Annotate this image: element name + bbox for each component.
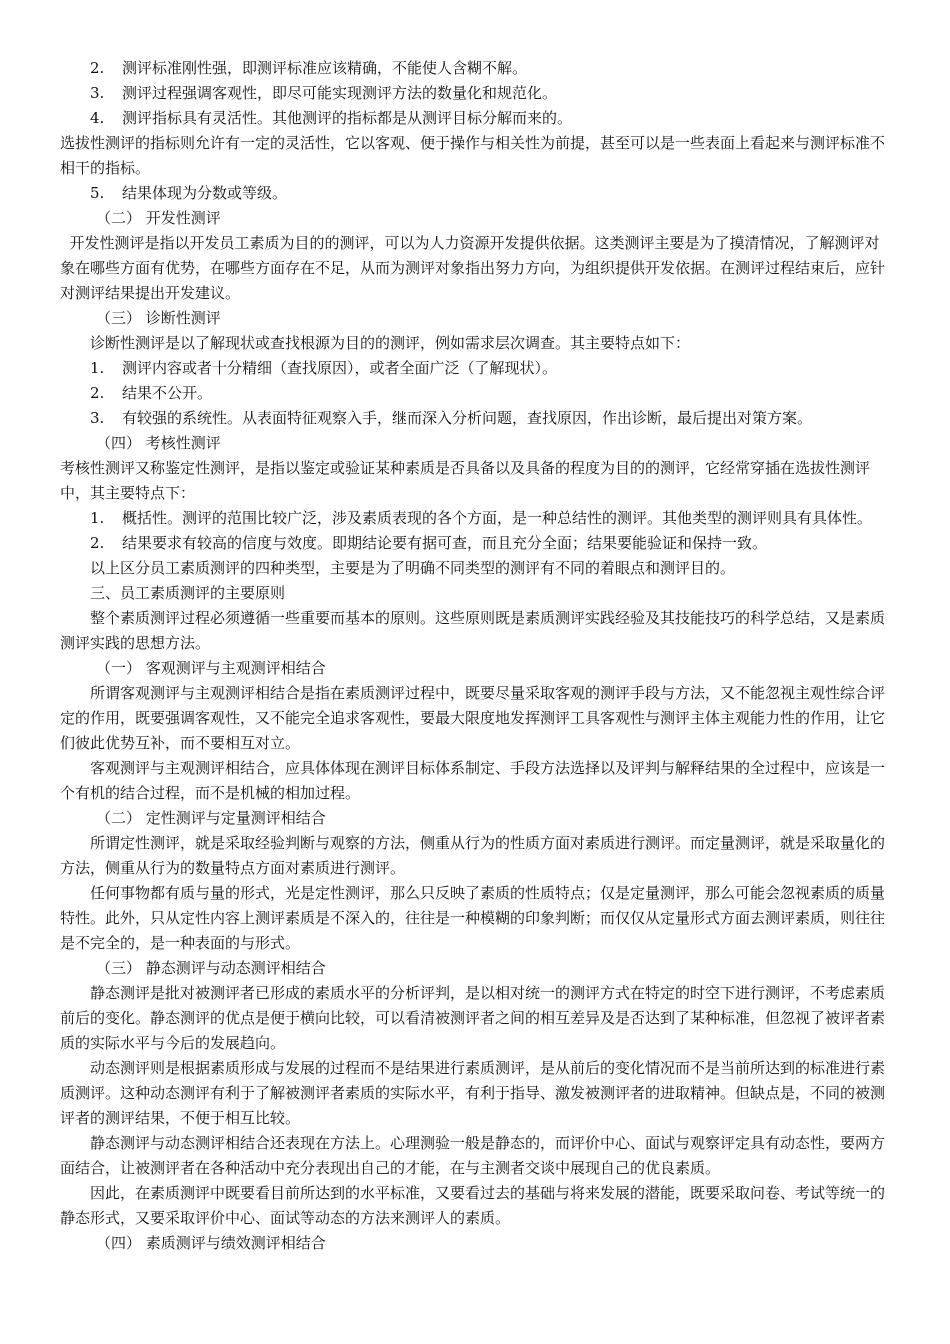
list-item [60, 56, 892, 81]
list-item [60, 406, 892, 431]
list-text: 有较强的系统性。从表面特征观察入手，继而深入分析问题，查找原因，作出诊断，最后提出对策方案。 [122, 409, 813, 427]
paragraph: 以上区分员工素质测评的四种类型，主要是为了明确不同类型的测评有不同的着眼点和测评目的。 [90, 559, 736, 577]
paragraph: 整个素质测评过程必须遵循一些重要而基本的原则。这些原则既是素质测评实践经验及其技能技巧的科学总结，又是素质测评实践的思想方法。 [60, 609, 886, 652]
list-number: 2. [90, 534, 105, 552]
list-number: 5. [90, 184, 105, 202]
subsection-heading: （二） 定性测评与定量测评相结合 [96, 809, 326, 827]
list-number: 1. [90, 359, 105, 377]
paragraph: 开发性测评是指以开发员工素质为目的的测评，可以为人力资源开发提供依据。这类测评主要是为了摸清情况，了解测评对象在哪些方面有优势，在哪些方面存在不足，从而为测评对象指出努力方向，为组织提供开发依据。在测评过程结束后，应针对测评结果提出开发建议。 [60, 234, 886, 302]
paragraph: 静态测评与动态测评相结合还表现在方法上。心理测验一般是静态的，而评价中心、面试与观察评定具有动态性，要两方面结合，让被测评者在各种活动中充分表现出自己的才能，在与主测者交谈中展现自己的优良素质。 [60, 1134, 886, 1177]
paragraph: 所谓客观测评与主观测评相结合是指在素质测评过程中，既要尽量采取客观的测评手段与方法，又不能忽视主观性综合评定的作用，既要强调客观性，又不能完全追求客观性，要最大限度地发挥测评工具客观性与测评主体主观能力性的作用，让它们彼此优势互补，而不要相互对立。 [60, 684, 886, 752]
subsection-heading: （四） 素质测评与绩效测评相结合 [96, 1234, 326, 1252]
list-item [60, 181, 892, 206]
paragraph: 动态测评则是根据素质形成与发展的过程而不是结果进行素质测评，是从前后的变化情况而不是当前所达到的标准进行素质测评。这种动态测评有利于了解被测评者素质的实际水平，有利于指导、激发被测评者的进取精神。但缺点是，不同的被测评者的测评结果，不便于相互比较。 [60, 1059, 886, 1127]
list-number: 4. [90, 109, 105, 127]
list-number: 1. [90, 509, 105, 527]
list-number: 2. [90, 59, 105, 77]
subsection-heading: （四） 考核性测评 [96, 434, 221, 452]
paragraph: 考核性测评又称鉴定性测评，是指以鉴定或验证某种素质是否具备以及具备的程度为目的的测评，它经常穿插在选拔性测评中，其主要特点下： [60, 459, 871, 502]
list-text: 测评指标具有灵活性。其他测评的指标都是从测评目标分解而来的。 [122, 109, 573, 127]
paragraph: 任何事物都有质与量的形式，光是定性测评，那么只反映了素质的性质特点；仅是定量测评，那么可能会忽视素质的质量特性。此外，只从定性内容上测评素质是不深入的，往往是一种模糊的印象判断；而仅仅从定量形式方面去测评素质，则往往是不完全的，是一种表面的与形式。 [60, 884, 886, 952]
subsection-heading: （二） 开发性测评 [96, 209, 221, 227]
paragraph: 客观测评与主观测评相结合，应具体体现在测评目标体系制定、手段方法选择以及评判与解释结果的全过程中，应该是一个有机的结合过程，而不是机械的相加过程。 [60, 759, 886, 802]
list-number: 2. [90, 384, 105, 402]
list-text: 结果体现为分数或等级。 [122, 184, 288, 202]
subsection-heading: （三） 静态测评与动态测评相结合 [96, 959, 326, 977]
list-text: 概括性。测评的范围比较广泛，涉及素质表现的各个方面，是一种总结性的测评。其他类型的测评则具有具体性。 [122, 509, 873, 527]
paragraph: 所谓定性测评，就是采取经验判断与观察的方法，侧重从行为的性质方面对素质进行测评。而定量测评，就是采取量化的方法，侧重从行为的数量特点方面对素质进行测评。 [60, 834, 886, 877]
paragraph: 静态测评是批对被测评者已形成的素质水平的分析评判，是以相对统一的测评方式在特定的时空下进行测评，不考虑素质前后的变化。静态测评的优点是便于横向比较，可以看清被测评者之间的相互差异及是否达到了某种标准，但忽视了被评者素质的实际水平与今后的发展趋向。 [60, 984, 886, 1052]
list-item [60, 531, 892, 556]
list-item [60, 81, 892, 106]
list-item [60, 106, 892, 131]
list-text: 测评标准刚性强，即测评标准应该精确，不能使人含糊不解。 [122, 59, 528, 77]
list-number: 3. [90, 84, 105, 102]
paragraph: 诊断性测评是以了解现状或查找根源为目的的测评，例如需求层次调查。其主要特点如下： [90, 334, 691, 352]
list-number: 3. [90, 409, 105, 427]
list-text: 结果不公开。 [122, 384, 213, 402]
paragraph: 因此，在素质测评中既要看目前所达到的水平标准，又要看过去的基础与将来发展的潜能，既要采取问卷、考试等统一的静态形式，又要采取评价中心、面试等动态的方法来测评人的素质。 [60, 1184, 886, 1227]
section-heading: 三、员工素质测评的主要原则 [90, 584, 286, 602]
list-item [60, 506, 892, 531]
subsection-heading: （一） 客观测评与主观测评相结合 [96, 659, 326, 677]
subsection-heading: （三） 诊断性测评 [96, 309, 221, 327]
list-text: 结果要求有较高的信度与效度。即期结论要有据可查，而且充分全面；结果要能验证和保持一致。 [122, 534, 768, 552]
paragraph: 选拔性测评的指标则允许有一定的灵活性，它以客观、便于操作与相关性为前提，甚至可以是一些表面上看起来与测评标准不相干的指标。 [60, 134, 886, 177]
list-item [60, 356, 892, 381]
document-body [60, 56, 892, 1256]
list-text: 测评过程强调客观性，即尽可能实现测评方法的数量化和规范化。 [122, 84, 558, 102]
list-item [60, 381, 892, 406]
list-text: 测评内容或者十分精细（查找原因），或者全面广泛（了解现状）。 [122, 359, 558, 377]
